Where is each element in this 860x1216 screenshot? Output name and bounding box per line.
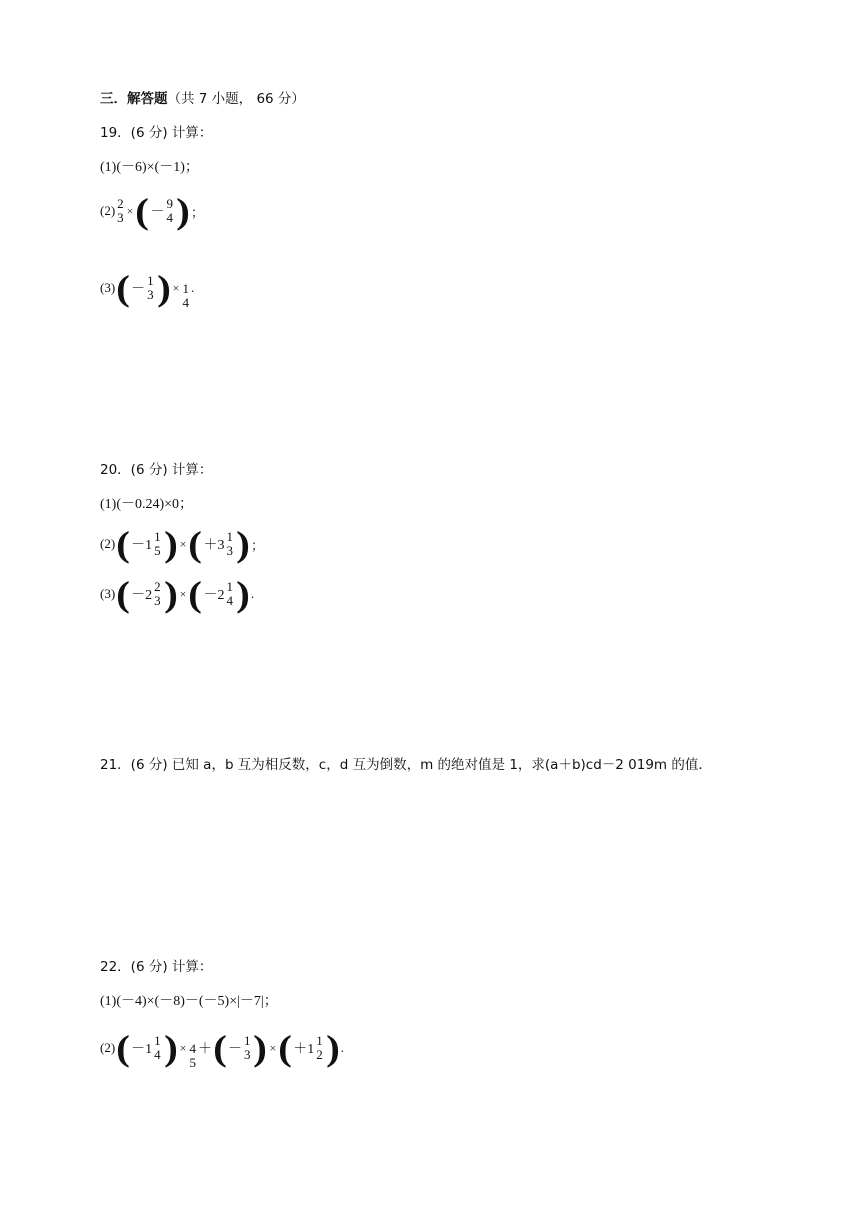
q22-part1: (1)(－4)×(－8)－(－5)×|－7|； (100, 994, 278, 1009)
q20-header: 20．(6 分) 计算： (100, 462, 213, 478)
q19-p2-prefix: (2) (100, 203, 116, 218)
bracket-group: ( － 1 3 ) (213, 1028, 268, 1068)
q20-part3: (3) ( －2 2 3 ) × ( －2 1 4 ) . (100, 574, 255, 614)
q19-part3: (3) ( － 1 3 ) × 1 4 . (100, 268, 195, 310)
q19-header: 19．(6 分) 计算： (100, 125, 213, 141)
q20-part1: (1)(－0.24)×0； (100, 497, 194, 512)
bracket-group: ( － 1 3 ) (116, 268, 171, 308)
q20-part2: (2) ( －1 1 5 ) × ( ＋3 1 3 ) ； (100, 524, 264, 564)
bracket-group: ( －2 1 4 ) (188, 574, 250, 614)
q21-text: 21．(6 分) 已知 a，b 互为相反数，c，d 互为倒数，m 的绝对值是 1，求(a＋b)cd－2 019m 的值． (100, 757, 712, 773)
bracket-group: ( ＋3 1 3 ) (188, 524, 250, 564)
bracket-group: ( － 9 4 ) (135, 191, 190, 231)
bracket-group: ( －1 1 5 ) (116, 524, 178, 564)
q22-header: 22．(6 分) 计算： (100, 959, 213, 975)
fraction: 4 5 (189, 1041, 196, 1070)
section-header (100, 90, 305, 109)
section-note: （共 7 小题， 66 分） (167, 91, 305, 107)
bracket-group: ( －2 2 3 ) (116, 574, 178, 614)
q19-part2: (2) 2 3 × ( － 9 4 ) ； (100, 191, 204, 231)
q19-part1: (1)(－6)×(－1)； (100, 160, 199, 175)
fraction: 1 4 (182, 281, 189, 310)
bracket-group: ( ＋1 1 2 ) (278, 1028, 340, 1068)
section-label: 三．解答题 (100, 91, 168, 107)
fraction: 2 3 (117, 196, 124, 225)
q22-part2: (2) ( －1 1 4 ) × 4 5 ＋ ( － 1 3 ) × ( ＋1 1 2 ) . (100, 1028, 344, 1070)
bracket-group: ( －1 1 4 ) (116, 1028, 178, 1068)
